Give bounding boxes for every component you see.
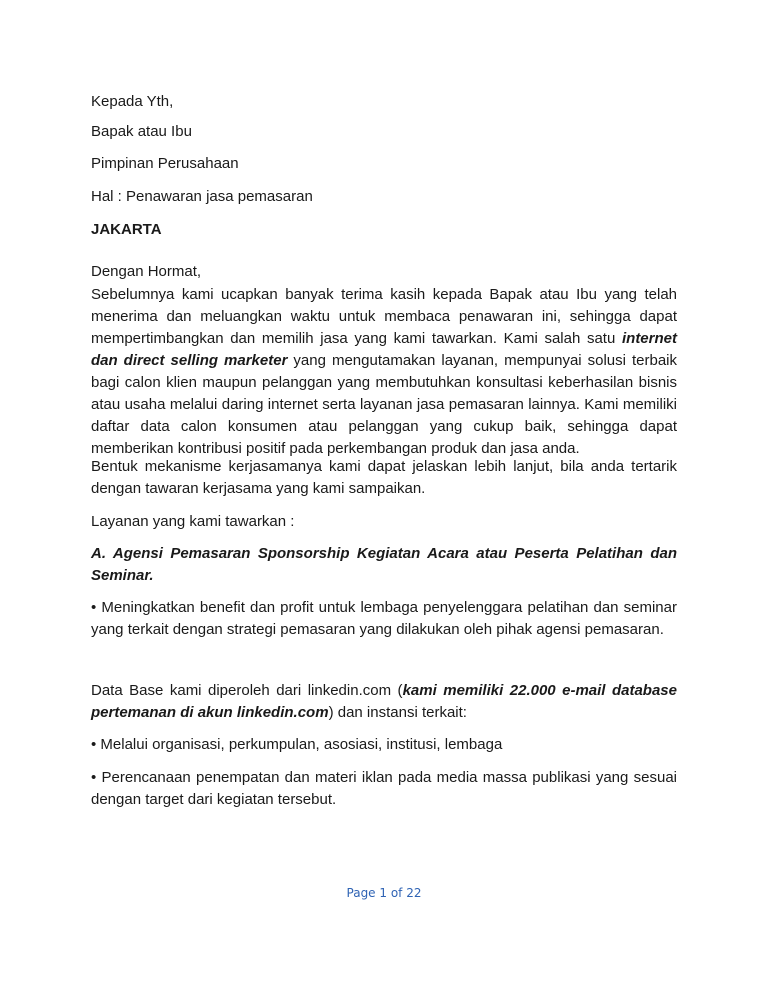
- section-a-heading: A. Agensi Pemasaran Sponsorship Kegiatan Acara atau Peserta Pelatihan dan Seminar.: [91, 545, 677, 584]
- recipient-position: Pimpinan Perusahaan: [91, 155, 239, 172]
- services-intro: Layanan yang kami tawarkan :: [91, 513, 295, 530]
- database-emphasis: kami memiliki 22.000 e-mail database pertemanan di akun linkedin.com: [91, 682, 677, 721]
- greeting: Dengan Hormat,: [91, 263, 202, 280]
- paragraph-intro-start: Sebelumnya kami ucapkan banyak terima kasih kepada Bapak atau Ibu yang telah menerima dan meluangkan waktu untuk membaca penawaran ini, sehingga dapat mempertimbangkan dan memilih jasa yang kami tawarkan. Kami salah satu: [91, 286, 677, 347]
- recipient: Bapak atau Ibu: [91, 123, 192, 140]
- bullet-media-planning: • Perencanaan penempatan dan materi iklan pada media massa publikasi yang sesuai dengan target dari kegiatan tersebut.: [91, 769, 677, 808]
- subject-line: Hal : Penawaran jasa pemasaran: [91, 188, 313, 205]
- paragraph-database: [91, 680, 677, 724]
- database-start: Data Base kami diperoleh dari linkedin.com (: [91, 682, 403, 699]
- paragraph-mechanism: Bentuk mekanisme kerjasamanya kami dapat jelaskan lebih lanjut, bila anda tertarik dengan tawaran kerjasama yang kami sampaikan.: [91, 458, 677, 497]
- city: JAKARTA: [91, 221, 162, 238]
- paragraph-intro: [91, 284, 677, 460]
- salutation-to: Kepada Yth,: [91, 93, 174, 110]
- page-number: Page 1 of 22: [346, 886, 422, 900]
- bullet-benefit: • Meningkatkan benefit dan profit untuk lembaga penyelenggara pelatihan dan seminar yang terkait dengan strategi pemasaran yang dilakukan oleh pihak agensi pemasaran.: [91, 599, 677, 638]
- database-end: ) dan instansi terkait:: [328, 704, 467, 721]
- paragraph-intro-emphasis: internet dan direct selling marketer: [91, 330, 677, 369]
- paragraph-intro-end: yang mengutamakan layanan, mempunyai solusi terbaik bagi calon klien maupun pelanggan yang membutuhkan konsultasi keberhasilan bisnis atau usaha melalui daring internet serta layanan jasa pemasaran lainnya. Kami memiliki daftar data calon konsumen atau pelanggan yang cukup baik, sehingga dapat memberikan kontribusi positif pada perkembangan produk dan jasa anda.: [91, 352, 677, 457]
- bullet-organizations: • Melalui organisasi, perkumpulan, asosiasi, institusi, lembaga: [91, 736, 503, 753]
